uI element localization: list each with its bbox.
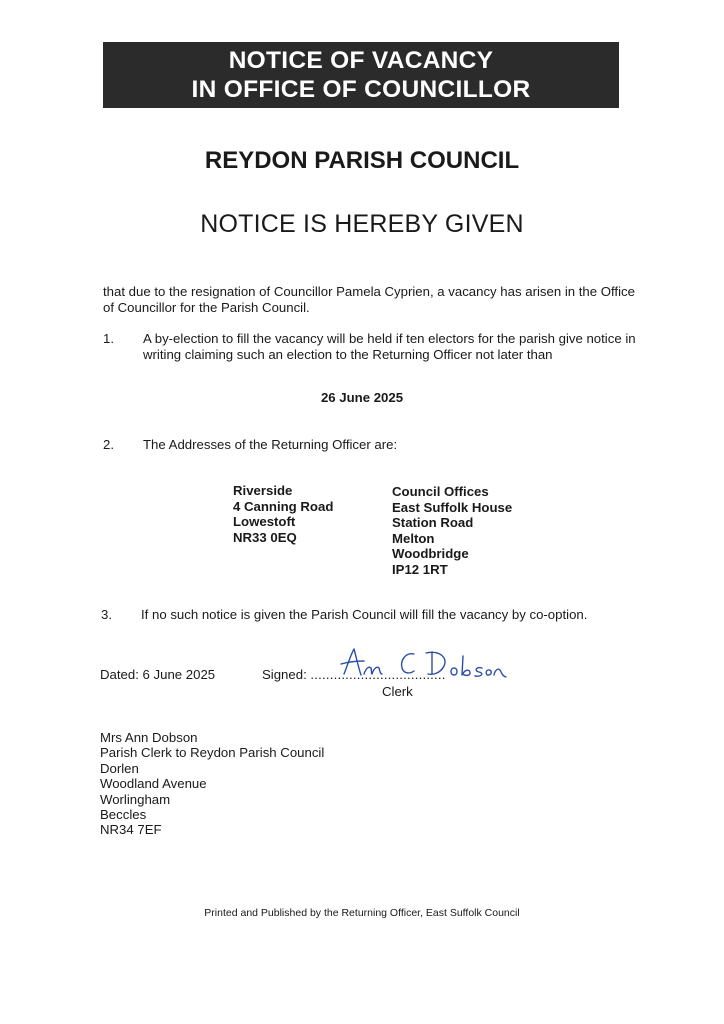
item-2-number: 2. xyxy=(103,437,114,452)
item-3-number: 3. xyxy=(101,607,112,622)
address-line: East Suffolk House xyxy=(392,499,513,515)
signed-label: Signed: xyxy=(262,667,311,682)
dated-line: Dated: 6 June 2025 xyxy=(100,667,216,682)
address-line: Melton xyxy=(392,530,435,546)
address-line: Council Offices xyxy=(392,484,489,499)
contact-line: Worlingham xyxy=(100,791,171,807)
address-line: Station Road xyxy=(392,515,474,530)
address-line: Lowestoft xyxy=(233,514,296,529)
notice-heading: NOTICE IS HEREBY GIVEN xyxy=(200,210,524,238)
address-line: 4 Canning Road xyxy=(233,498,334,514)
clerk-label: Clerk xyxy=(382,684,413,699)
item-1-text: A by-election to fill the vacancy will be held if ten electors for the parish give notice in writing claiming such an election to the Returning Officer not later than xyxy=(143,331,636,362)
contact-line: Parish Clerk to Reydon Parish Council xyxy=(100,745,325,761)
address-line: Riverside xyxy=(233,483,293,498)
address-line: IP12 1RT xyxy=(392,561,448,577)
handwritten-signature xyxy=(336,644,516,686)
council-name: REYDON PARISH COUNCIL xyxy=(204,147,520,174)
address-council-offices xyxy=(392,484,512,577)
publisher-footer: Printed and Published by the Returning Officer, East Suffolk Council xyxy=(204,907,520,919)
title-banner xyxy=(103,42,619,108)
contact-line: Beccles xyxy=(100,807,147,823)
item-3-text: If no such notice is given the Parish Council will fill the vacancy by co-option. xyxy=(141,607,588,622)
banner-line-1: NOTICE OF VACANCY xyxy=(228,47,494,74)
address-line: NR33 0EQ xyxy=(233,529,297,545)
banner-line-2: IN OFFICE OF COUNCILLOR xyxy=(191,76,531,103)
intro-paragraph: that due to the resignation of Councillor Pamela Cyprien, a vacancy has arisen in the Office of Councillor for the Parish Council. xyxy=(103,284,635,315)
contact-line: Woodland Avenue xyxy=(100,776,207,792)
signature-dots: ................................... xyxy=(310,667,446,682)
clerk-contact-block xyxy=(100,730,324,838)
deadline-date: 26 June 2025 xyxy=(320,390,404,405)
item-2-text: The Addresses of the Returning Officer are: xyxy=(143,437,398,452)
contact-line: Dorlen xyxy=(100,760,139,776)
address-line: Woodbridge xyxy=(392,546,469,561)
address-riverside xyxy=(233,483,333,545)
contact-line: NR34 7EF xyxy=(100,822,162,838)
item-1-number: 1. xyxy=(103,331,114,346)
contact-line: Mrs Ann Dobson xyxy=(100,730,198,745)
